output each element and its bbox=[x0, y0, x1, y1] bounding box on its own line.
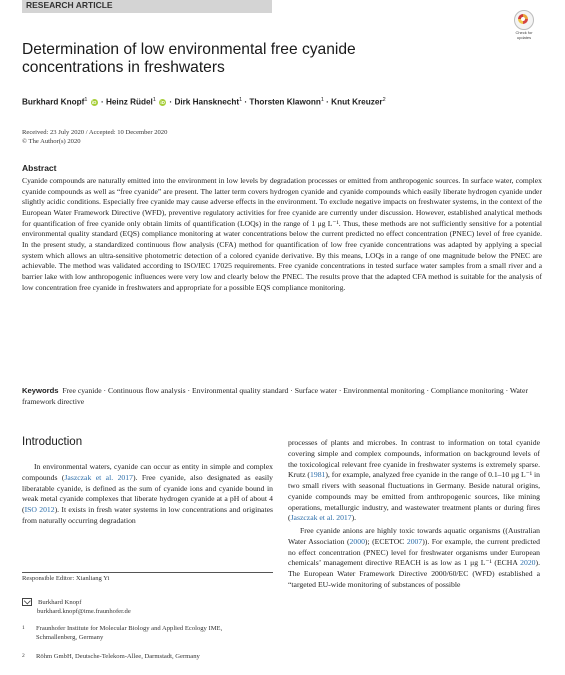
keywords-list: Free cyanide · Continuous flow analysis · Environmental quality standard · Surface water · Environmental monitoring · Compliance monitoring · Water framework directive bbox=[22, 386, 528, 406]
author-name[interactable]: Heinz Rüdel bbox=[105, 97, 153, 107]
affiliation-marker: 1 bbox=[152, 97, 156, 103]
responsible-editor: Responsible Editor: Xianliang Yi bbox=[22, 575, 110, 582]
intro-paragraph: processes of plants and microbes. In contrast to information on total cyanide covering simple and complex compounds, information on background levels of the toxicological relevant free cyanide in freshwater systems is extremely sparse. Krutz (1981), for example, analyzed free cyanide in the range of 0.1–10 μg L⁻¹ in two small rivers with seasonal fluctuations in Germany. Beside natural origins, cyanide compounds may be emitted from anthropogenic sources, like mining operations, metallurgic industry, and wastewater treatment plants or during fires (Jaszczak et al. 2017). bbox=[288, 438, 540, 523]
orcid-icon[interactable]: iD bbox=[160, 100, 165, 106]
check-for-updates-badge[interactable] bbox=[510, 10, 538, 40]
article-title: Determination of low environmental free cyanide concentrations in freshwaters bbox=[22, 41, 356, 76]
affiliation-text: Röhm GmbH, Deutsche-Telekom-Allee, Darmstadt, Germany bbox=[36, 653, 200, 660]
author-name[interactable]: Thorsten Klawonn bbox=[249, 97, 321, 107]
corresponding-author bbox=[22, 598, 131, 616]
crossmark-icon bbox=[514, 10, 534, 30]
keywords bbox=[22, 386, 542, 408]
publication-dates bbox=[22, 129, 167, 146]
received-accepted: Received: 23 July 2020 / Accepted: 10 December 2020 bbox=[22, 129, 168, 136]
affiliation-marker: 1 bbox=[320, 97, 324, 103]
envelope-icon bbox=[22, 598, 32, 606]
article-type-banner: RESEARCH ARTICLE bbox=[22, 0, 272, 13]
citation-link[interactable]: 2000 bbox=[349, 536, 365, 546]
affiliation-text: Fraunhofer Institute for Molecular Biology and Applied Ecology IME, Schmallenberg, Germany bbox=[36, 625, 223, 641]
citation-link[interactable]: 2007 bbox=[406, 536, 423, 546]
orcid-icon[interactable]: iD bbox=[91, 100, 97, 106]
footnote-divider bbox=[22, 572, 273, 573]
citation-link[interactable]: Jaszczak et al. 2017 bbox=[290, 513, 352, 523]
corresponding-name: Burkhard Knopf bbox=[38, 599, 82, 606]
author-list: Burkhard Knopf$^1$ iD · Heinz Rüdel$^1$ iD · Dirk Hansknecht$^1$ · Thorsten Klawonn$^1$ · Knut Kreuzer$^2$ bbox=[22, 97, 386, 107]
corresponding-email[interactable]: burkhard.knopf@ime.fraunhofer.de bbox=[37, 608, 131, 615]
citation-link[interactable]: 2020 bbox=[520, 558, 536, 568]
author-name[interactable]: Dirk Hansknecht bbox=[174, 97, 240, 107]
intro-column-left bbox=[22, 462, 273, 527]
intro-column-right bbox=[288, 438, 540, 591]
intro-paragraph: In environmental waters, cyanide can occur as entity in simple and complex compounds (Jaszczak et al. 2017). Free cyanide, also designated as easily liberatable cyanide, is defined as the sum of cyanide ions and cyanide bound in weak metal cyanide complexes that liberate hydrogen cyanide at a pH of about 4 (ISO 2012). It exists in fresh water systems in low concentrations and originates from naturally occurring degradation bbox=[22, 462, 273, 525]
citation-link[interactable]: Jaszczak et al. 2017 bbox=[64, 472, 133, 482]
affiliation-number: 1 bbox=[22, 625, 25, 631]
check-for-updates-label: Check for updates bbox=[515, 30, 533, 40]
affiliation-marker: 1 bbox=[239, 97, 243, 103]
affiliation-1 bbox=[22, 624, 272, 642]
affiliation-marker: 2 bbox=[382, 97, 386, 103]
affiliation-marker: 1 bbox=[84, 97, 88, 103]
citation-link[interactable]: 1981 bbox=[310, 470, 326, 480]
copyright-notice: © The Author(s) 2020 bbox=[22, 137, 81, 145]
intro-paragraph: Free cyanide anions are highly toxic towards aquatic organisms ((Australian Water Association (2000); (ECETOC 2007)). For example, the current predicted no effect concentration (PNEC) level for freshwater organisms under European chemicals’ management directive REACH is as low as 1 μg L⁻¹ (ECHA 2020). The European Water Framework Directive 2000/60/EC (WFD) established a “targeted EU-wide monitoring of substances of possible bbox=[288, 526, 541, 589]
abstract-text: Cyanide compounds are naturally emitted into the environment in low levels by degradation processes or emitted from anthropogenic sources. In surface water, complex cyanide compounds as well as “free cyanide” are present. The latter term covers hydrogen cyanide and cyanide compounds which easily liberate hydrogen cyanide under slightly acidic conditions. Especially free cyanide may cause adverse effects in the environment. To exclude negative impacts on freshwater systems, in the context of the European Water Framework Directive (WFD), preventive regulatory activities for free cyanide are currently under discussion. However, established analytical methods for quantification of free cyanide only obtain limits of quantification (LOQs) in the range of 1 μg L⁻¹. Thus, these methods are not sufficiently sensitive for a potential environmental quality standard (EQS) compliance monitoring at water concentrations below the current predicted no effect concentration (PNEC) level of free cyanide. In the present study, a standardized continuous flow analysis (CFA) method for quantification of low free cyanide concentrations was adapted by applying a special system which allows an ultra-sensitive photometric detection of a colored cyanide derivative. By this means, LOQs in a range of one magnitude below the PNEC are achievable. The method was validated according to ISO/IEC 17025 requirements. Free cyanide concentrations in tested surface water samples from a small river and a barrier lake with low anthropogenic influences were very low and clearly below the PNEC. The results prove that the adapted CFA method is suitable for the analysis of low concentration free cyanide in freshwaters and appropriate for a possible EQS compliance monitoring. bbox=[22, 176, 542, 292]
author-name[interactable]: Burkhard Knopf bbox=[22, 97, 85, 107]
affiliation-2 bbox=[22, 652, 272, 661]
citation-link[interactable]: ISO 2012 bbox=[24, 505, 55, 514]
introduction-heading: Introduction bbox=[22, 436, 83, 448]
abstract-heading: Abstract bbox=[22, 163, 57, 173]
keywords-label: Keywords bbox=[22, 386, 59, 395]
affiliation-number: 2 bbox=[22, 653, 25, 659]
author-name[interactable]: Knut Kreuzer bbox=[331, 97, 383, 107]
